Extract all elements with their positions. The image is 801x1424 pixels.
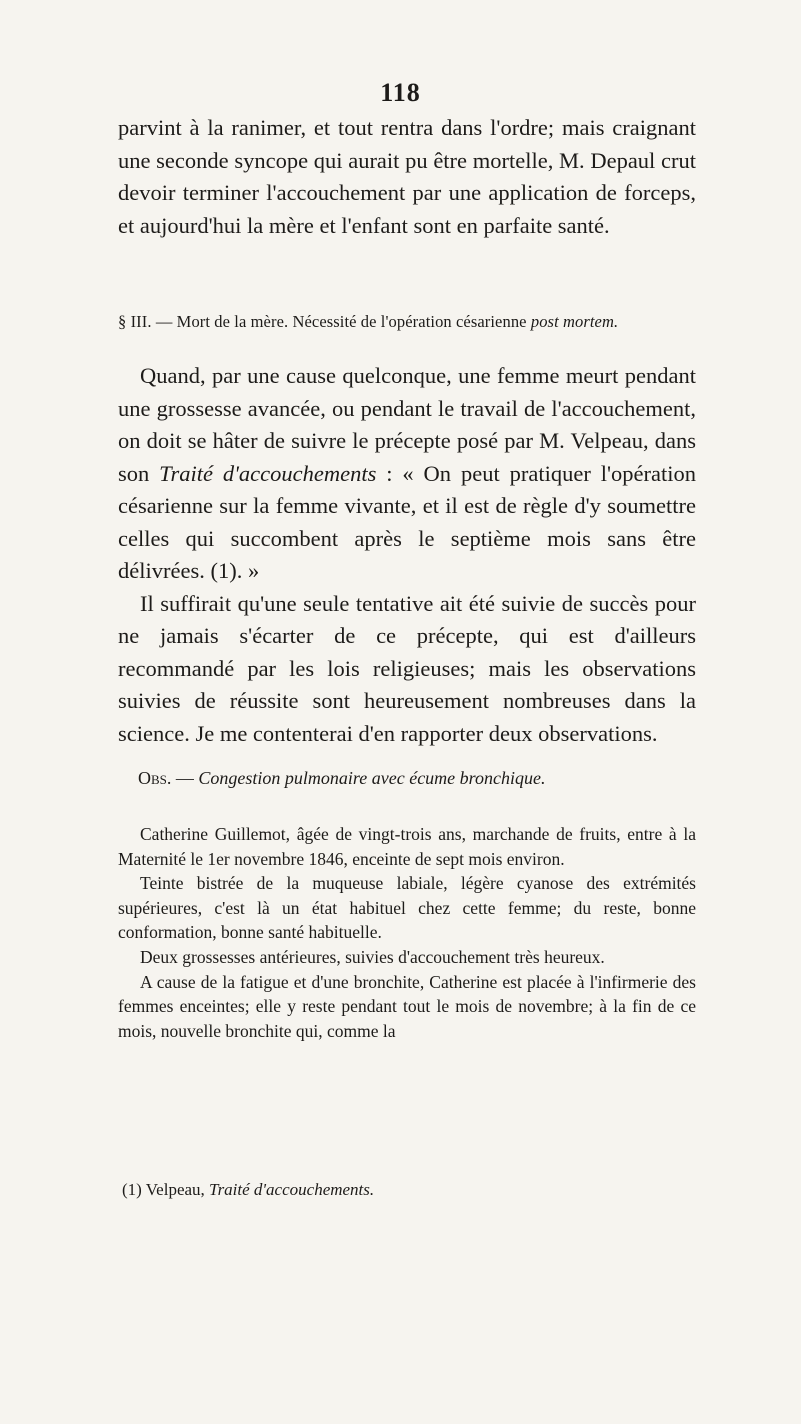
footnote [118,1180,700,1200]
footnote-title: Traité d'accouchements. [209,1180,375,1199]
paragraph-caesarean-text: Quand, par une cause quelconque, une femme meurt pendant une grossesse avancée, ou pendant le travail de l'accouchement, on doit se hâter de suivre le précepte posé par M. Velpeau, dans son [118,363,696,486]
section-heading [118,312,696,332]
book-title: Traité d'accouchements [159,460,377,486]
case-paragraph: Catherine Guillemot, âgée de vingt-trois ans, marchande de fruits, entre à la Maternité le 1er novembre 1846, enceinte de sept mois environ. [118,824,696,869]
main-text [118,360,696,750]
paragraph-caesarean [118,360,696,588]
footnote-author: Velpeau, [145,1180,205,1199]
quotation: : « On peut pratiquer l'opération césarienne sur la femme vivante, et il est de règle d'y soumettre celles qui succombent après le septième mois sans être délivrées. (1). » [118,460,696,583]
observation-dash: — [175,768,194,788]
section-number: § III. [118,312,152,331]
section-dash: — [155,312,173,331]
section-title: Mort de la mère. Nécessité de l'opération césarienne [176,312,527,331]
case-paragraph: Teinte bistrée de la muqueuse labiale, légère cyanose des extrémités supérieures, c'est là un état habituel chez cette femme; du reste, bonne conformation, bonne santé habituelle. [118,873,696,943]
continued-paragraph [118,112,696,242]
observation-label: Obs. [138,768,172,788]
observation-heading [118,768,716,789]
case-report [118,822,696,1043]
case-paragraph: Deux grossesses antérieures, suivies d'accouchement très heureux. [140,946,605,967]
section-title-italic: post mortem. [530,312,619,331]
paragraph-precept: Il suffirait qu'une seule tentative ait été suivie de succès pour ne jamais s'écarter de ce précepte, qui est d'ailleurs recommandé par les lois religieuses; mais les observations suivies de réussite sont heureusement nombreuses dans la science. Je me contenterai d'en rapporter deux observations. [118,590,696,746]
case-paragraph: A cause de la fatigue et d'une bronchite, Catherine est placée à l'infirmerie des femmes enceintes; elle y reste pendant tout le mois de novembre; à la fin de ce mois, nouvelle bronchite qui, comme la [118,971,696,1041]
page-number: 118 [380,78,421,107]
top-paragraph: parvint à la ranimer, et tout rentra dans l'ordre; mais craignant une seconde syncope qui aurait pu être mortelle, M. Depaul crut devoir terminer l'accouchement par une application de forceps, et aujourd'hui la mère et l'enfant sont en parfaite santé. [118,115,696,238]
observation-title: Congestion pulmonaire avec écume bronchique. [198,768,546,788]
footnote-mark: (1) [122,1180,142,1199]
